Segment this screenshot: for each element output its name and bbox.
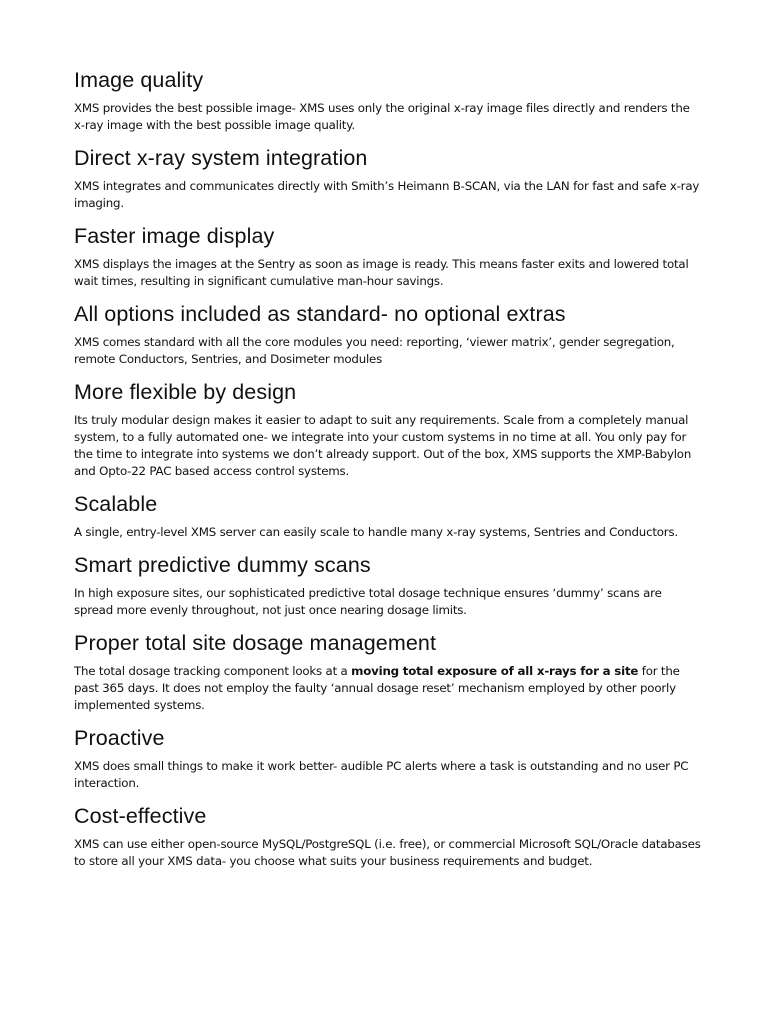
section-body: XMS can use either open-source MySQL/PostgreSQL (i.e. free), or commercial Microsoft SQL/Oracle databases to store all your XMS data- you choose what suits your business requirements and budget. (74, 837, 701, 868)
section-body: XMS displays the images at the Sentry as soon as image is ready. This means faster exits and lowered total wait times, resulting in significant cumulative man-hour savings. (74, 257, 689, 288)
section-proactive (74, 724, 704, 792)
section-cost-effective (74, 802, 704, 870)
section-heading: More flexible by design (74, 380, 297, 404)
section-heading: All options included as standard- no optional extras (74, 302, 566, 326)
section-body: Its truly modular design makes it easier to adapt to suit any requirements. Scale from a completely manual system, to a fully automated one- we integrate into your custom systems in no time at all. You only pay for the time to integrate into systems we don’t already support. Out of the box, XMS supports the XMP-Babylon and Opto-22 PAC based access control systems. (74, 413, 692, 478)
section-scalable (74, 490, 704, 541)
section-all-options-included (74, 300, 704, 368)
section-body: XMS does small things to make it work better- audible PC alerts where a task is outstanding and no user PC interaction. (74, 759, 689, 790)
section-more-flexible (74, 378, 704, 480)
section-heading: Scalable (74, 492, 158, 516)
section-body: XMS provides the best possible image- XMS uses only the original x-ray image files directly and renders the x-ray image with the best possible image quality. (74, 101, 690, 132)
section-heading: Direct x-ray system integration (74, 146, 368, 170)
section-body: A single, entry-level XMS server can easily scale to handle many x-ray systems, Sentries and Conductors. (74, 525, 678, 539)
section-heading: Cost-effective (74, 804, 207, 828)
section-total-site-dosage (74, 629, 704, 714)
section-direct-xray-integration (74, 144, 704, 212)
section-heading: Faster image display (74, 224, 275, 248)
body-text-before: The total dosage tracking component looks at a (74, 664, 352, 678)
section-smart-predictive-scans (74, 551, 704, 619)
section-heading: Smart predictive dummy scans (74, 553, 371, 577)
section-body: XMS integrates and communicates directly with Smith’s Heimann B-SCAN, via the LAN for fast and safe x-ray imaging. (74, 179, 700, 210)
section-heading: Proactive (74, 726, 165, 750)
section-image-quality (74, 66, 704, 134)
section-body: XMS comes standard with all the core modules you need: reporting, ‘viewer matrix’, gender segregation, remote Conductors, Sentries, and Dosimeter modules (74, 335, 675, 366)
body-text-bold: moving total exposure of all x-rays for a site (351, 664, 639, 678)
body-text-after: for the past 365 days. It does not employ the faulty ‘annual dosage reset’ mechanism employed by other poorly implemented systems. (74, 664, 680, 712)
section-body (74, 663, 704, 714)
document-page (74, 66, 704, 880)
section-heading: Proper total site dosage management (74, 631, 437, 655)
section-heading: Image quality (74, 68, 204, 92)
section-faster-image-display (74, 222, 704, 290)
section-body: In high exposure sites, our sophisticated predictive total dosage technique ensures ‘dummy’ scans are spread more evenly throughout, not just once nearing dosage limits. (74, 586, 662, 617)
